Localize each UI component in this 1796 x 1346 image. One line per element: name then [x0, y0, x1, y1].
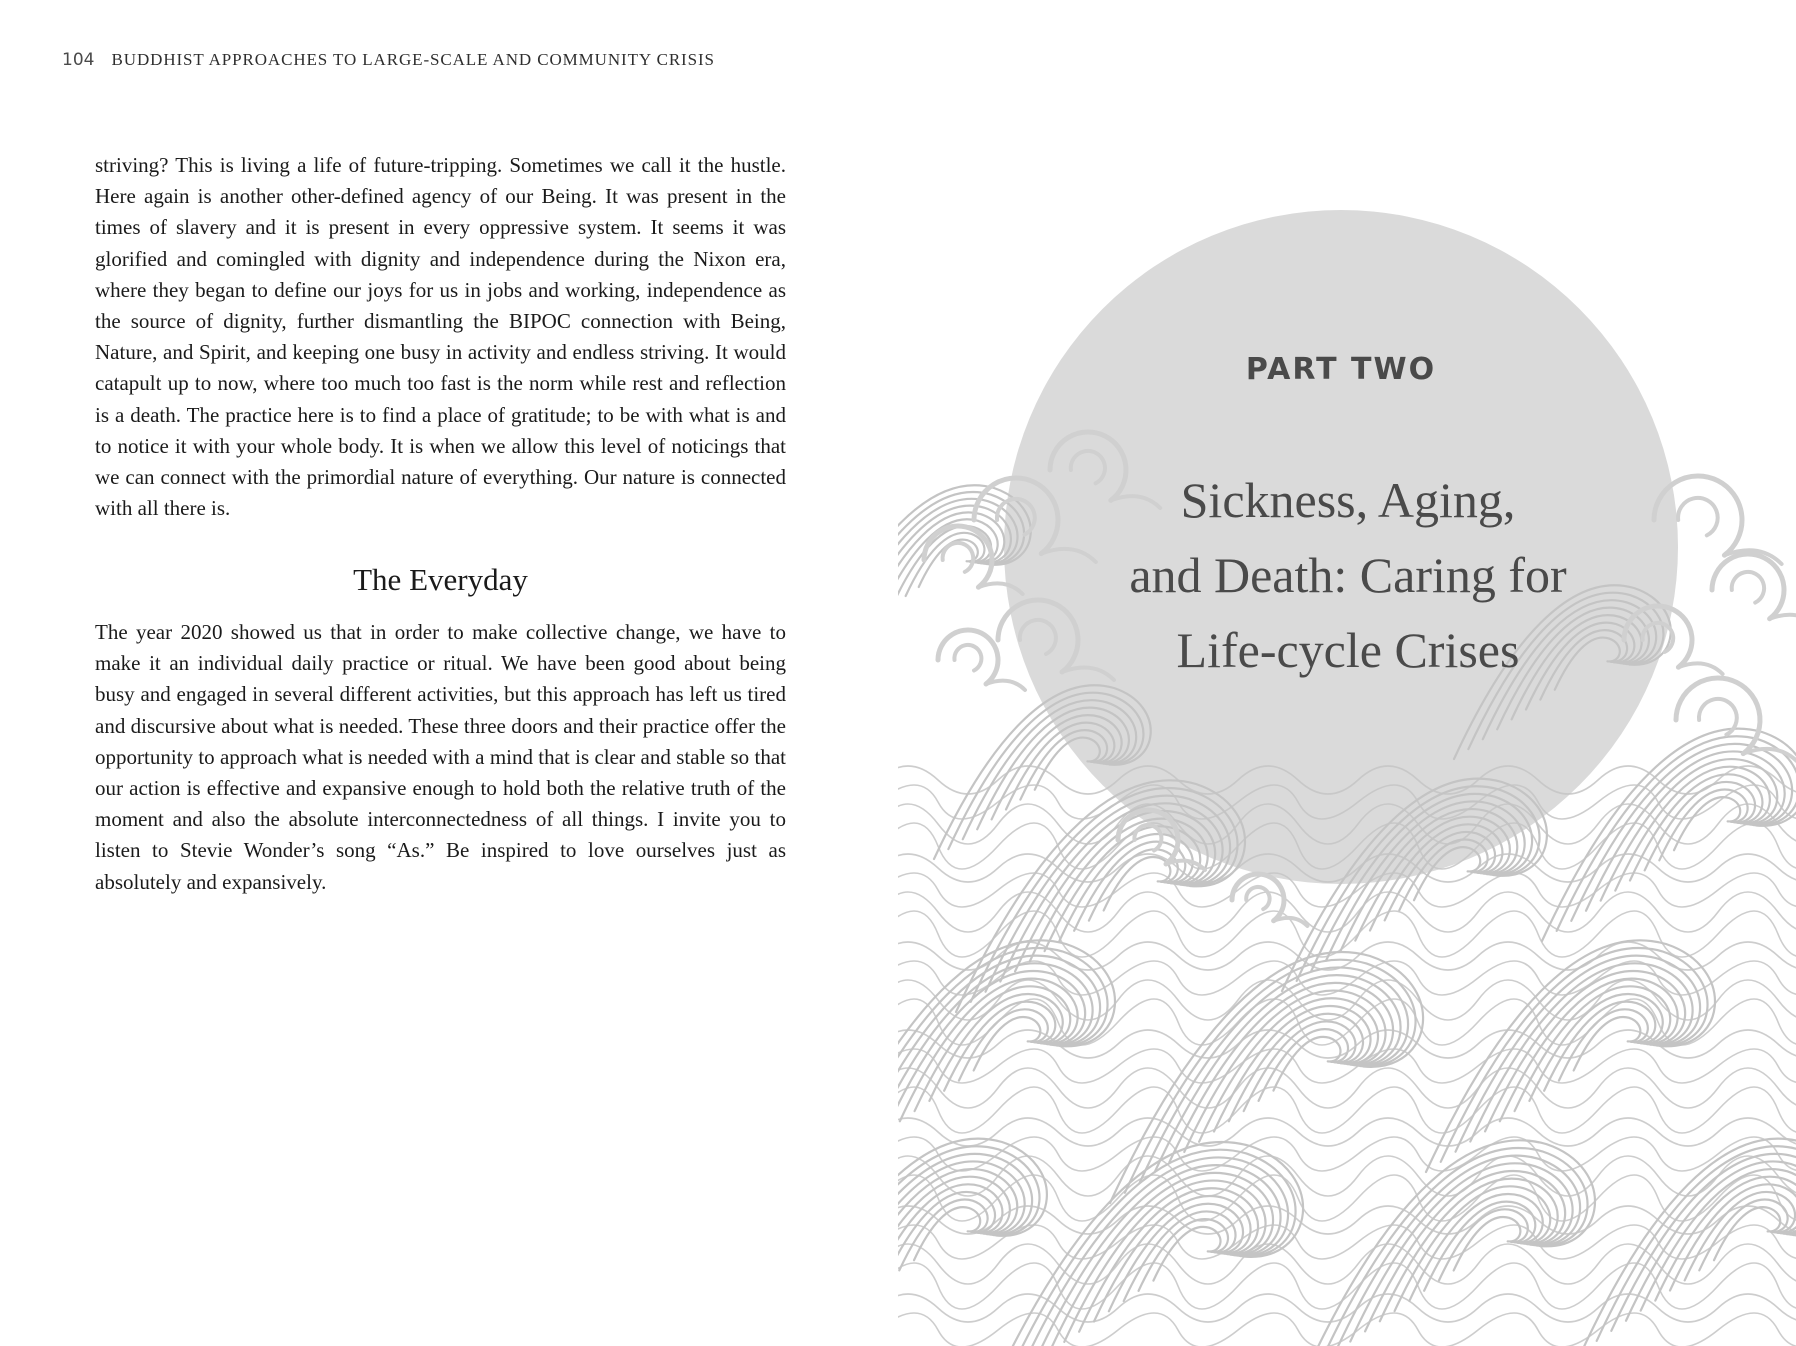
running-head	[62, 50, 715, 70]
page-number: 104	[62, 50, 95, 70]
part-title-line-2: and Death: Caring for	[1129, 547, 1567, 603]
part-title-line-1: Sickness, Aging,	[1180, 472, 1516, 528]
section-heading: The Everyday	[353, 562, 528, 597]
part-title-line-3: Life-cycle Crises	[1176, 622, 1520, 678]
running-head-title: BUDDHIST APPROACHES TO LARGE-SCALE AND COMMUNITY CRISIS	[111, 50, 715, 69]
part-title	[1018, 463, 1678, 688]
body-paragraph-1: striving? This is living a life of future-tripping. Sometimes we call it the hustle. Here again is another other-defined agency of our Being. It was present in the times of slavery and it is present in every oppressive system. It seems it was glorified and comingled with dignity and independence during the Nixon era, where they began to define our joys for us in jobs and working, independence as the source of dignity, further dismantling the BIPOC connection with Being, Nature, and Spirit, and keeping one busy in activity and endless striving. It would catapult up to now, where too much too fast is the norm while rest and reflection is a death. The practice here is to find a place of gratitude; to be with what is and to notice it with your whole body. It is when we allow this level of noticings that we can connect with the primordial nature of everything. Our nature is connected with all there is.	[95, 153, 786, 521]
body-paragraph-2: The year 2020 showed us that in order to make collective change, we have to make it an individual daily practice or ritual. We have been good about being busy and engaged in several different activities, but this approach has left us tired and discursive about what is needed. These three doors and their practice offer the opportunity to approach what is needed with a mind that is clear and stable so that our action is effective and expansive enough to hold both the relative truth of the moment and also the absolute interconnectedness of all things. I invite you to listen to Stevie Wonder’s song “As.” Be inspired to love ourselves just as absolutely and expansively.	[95, 620, 786, 894]
right-page	[898, 0, 1796, 1346]
part-label: PART TWO	[1245, 352, 1437, 387]
